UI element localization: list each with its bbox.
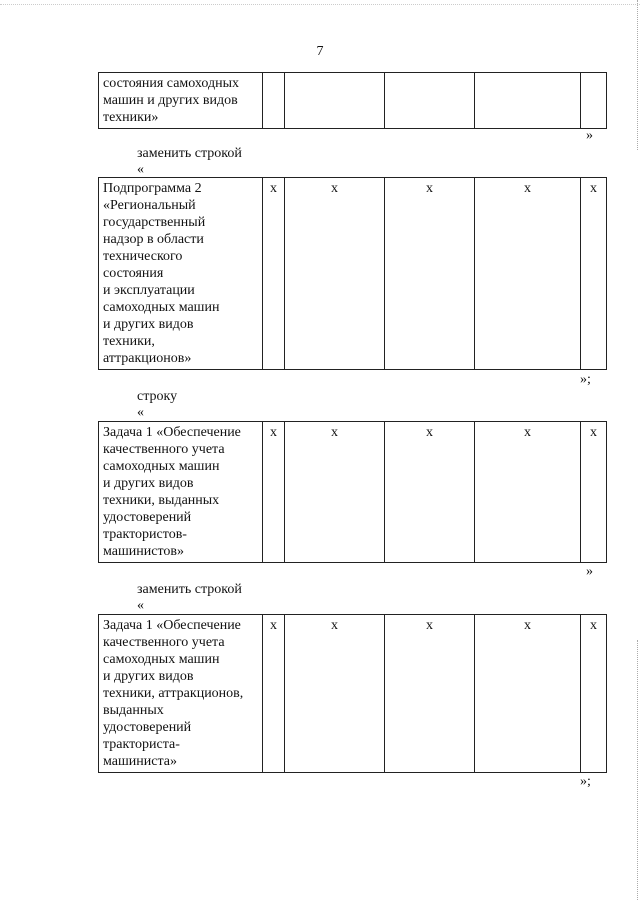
replace-instruction: заменить строкой [137, 582, 242, 597]
table-cell [385, 73, 475, 129]
table-cell [581, 73, 607, 129]
opening-quote: « [137, 162, 144, 177]
table-cell: х [385, 178, 475, 370]
table-cell: х [285, 615, 385, 773]
table-cell [285, 73, 385, 129]
table-row [99, 422, 607, 563]
closing-quote: » [586, 128, 593, 143]
table-cell: х [385, 615, 475, 773]
table-cell: х [581, 178, 607, 370]
closing-quote: » [586, 564, 593, 579]
table-cell: х [475, 178, 581, 370]
table-cell: х [263, 178, 285, 370]
table-row [99, 615, 607, 773]
table-cell: х [385, 422, 475, 563]
table-row [99, 178, 607, 370]
row-instruction: строку [137, 389, 178, 404]
table-subprogram-2 [98, 177, 607, 370]
replace-instruction: заменить строкой [137, 146, 242, 161]
table-cell: х [285, 178, 385, 370]
closing-quote: »; [580, 774, 591, 789]
table-cell [475, 73, 581, 129]
table-cell [263, 73, 285, 129]
scan-edge-right-lower [635, 640, 638, 900]
closing-quote: »; [580, 372, 591, 387]
page-number: 7 [316, 44, 324, 59]
table-continuation [98, 72, 607, 129]
table-cell: х [263, 422, 285, 563]
table-cell: х [475, 422, 581, 563]
table-cell: х [263, 615, 285, 773]
row-name-cell: Задача 1 «Обеспечение качественного учета самоходных машин и других видов техники, аттракционов, выданных удостоверений тракториста- машиниста» [99, 615, 263, 773]
table-cell: х [581, 422, 607, 563]
row-name-cell: состояния самоходных машин и других видов техники» [99, 73, 263, 129]
table-task-1-new [98, 614, 607, 773]
table-task-1-old [98, 421, 607, 563]
opening-quote: « [137, 405, 144, 420]
row-name-cell: Задача 1 «Обеспечение качественного учета самоходных машин и других видов техники, выданных удостоверений трактористов- машинистов» [99, 422, 263, 563]
table-cell: х [285, 422, 385, 563]
scan-edge-right [635, 0, 638, 150]
table-row [99, 73, 607, 129]
table-cell: х [475, 615, 581, 773]
row-name-cell: Подпрограмма 2 «Региональный государственный надзор в области технического состояния и эксплуатации самоходных машин и других видов техники, аттракционов» [99, 178, 263, 370]
scan-edge-top [0, 4, 640, 5]
table-cell: х [581, 615, 607, 773]
opening-quote: « [137, 598, 144, 613]
